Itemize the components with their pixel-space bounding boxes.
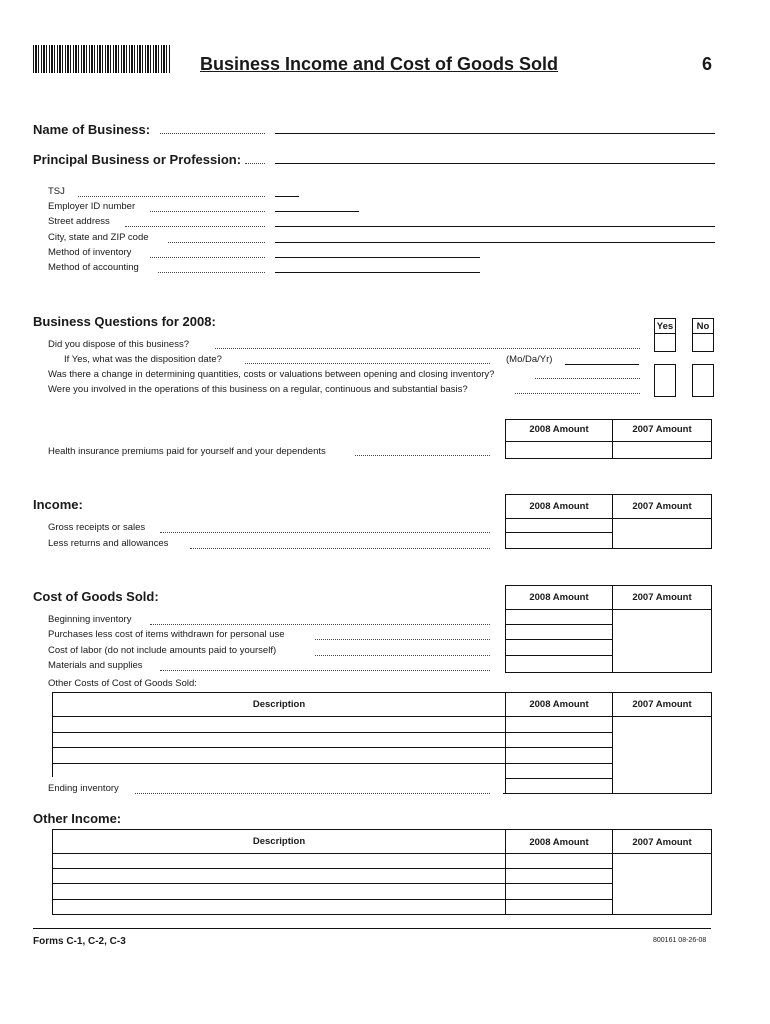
footer-forms: Forms C-1, C-2, C-3 — [33, 936, 126, 947]
returns-allowances-label: Less returns and allowances — [48, 538, 169, 549]
leader-dots — [245, 363, 490, 364]
question-material-participation: Were you involved in the operations of this business on a regular, continuous and substantial basis? — [48, 384, 468, 395]
question-dispose: Did you dispose of this business? — [48, 339, 189, 350]
income-heading: Income: — [33, 497, 83, 512]
leader-dots — [158, 272, 265, 273]
col-2007-amount: 2007 Amount — [632, 837, 692, 848]
employer-id-field[interactable] — [275, 211, 359, 212]
barcode — [33, 45, 170, 73]
leader-dots — [215, 348, 640, 349]
questions-heading: Business Questions for 2008: — [33, 314, 216, 329]
income-table — [505, 494, 712, 549]
leader-dots — [168, 242, 265, 243]
street-address-field[interactable] — [275, 226, 715, 227]
health-insurance-table — [505, 419, 712, 459]
col-2008-amount: 2008 Amount — [529, 592, 589, 603]
method-inventory-label: Method of inventory — [48, 247, 132, 258]
no-column-label: No — [692, 318, 714, 335]
disposition-date-field[interactable] — [565, 364, 639, 365]
col-2007-amount: 2007 Amount — [632, 501, 692, 512]
tsj-field[interactable] — [275, 196, 299, 197]
leader-dots — [515, 393, 640, 394]
leader-dots — [160, 532, 490, 533]
col-2008-amount: 2008 Amount — [529, 501, 589, 512]
leader-dots — [535, 378, 640, 379]
method-inventory-field[interactable] — [275, 257, 480, 258]
inventory-change-no-checkbox[interactable] — [692, 364, 714, 397]
health-2007-input[interactable] — [613, 442, 711, 457]
method-accounting-label: Method of accounting — [48, 262, 139, 273]
question-disposition-date: If Yes, what was the disposition date? — [64, 354, 222, 365]
page-number: 6 — [702, 54, 713, 74]
footer-code: 800161 08-26-08 — [653, 937, 707, 944]
materials-supplies-label: Materials and supplies — [48, 660, 143, 671]
leader-dots — [245, 163, 265, 164]
other-costs-label: Other Costs of Cost of Goods Sold: — [48, 678, 197, 689]
footer-rule — [33, 928, 711, 929]
col-2008-amount: 2008 Amount — [529, 837, 589, 848]
form-title: Business Income and Cost of Goods Sold — [200, 54, 559, 74]
beginning-inventory-label: Beginning inventory — [48, 614, 132, 625]
other-income-table — [52, 829, 712, 915]
leader-dots — [315, 655, 490, 656]
col-2008-amount: 2008 Amount — [529, 424, 589, 435]
business-name-label: Name of Business: — [33, 122, 151, 137]
leader-dots — [135, 793, 490, 794]
business-name-field[interactable] — [275, 133, 715, 134]
employer-id-label: Employer ID number — [48, 201, 136, 212]
date-format-hint: (Mo/Da/Yr) — [506, 354, 553, 365]
leader-dots — [150, 257, 265, 258]
other-income-heading: Other Income: — [33, 811, 122, 826]
principal-business-label: Principal Business or Profession: — [33, 152, 242, 167]
col-2007-amount: 2007 Amount — [632, 424, 692, 435]
leader-dots — [125, 226, 265, 227]
tsj-label: TSJ — [48, 186, 65, 197]
col-description: Description — [252, 699, 306, 710]
question-inventory-change: Was there a change in determining quantities, costs or valuations between opening and closing inventory? — [48, 369, 495, 380]
leader-dots — [190, 548, 490, 549]
cogs-table — [505, 585, 712, 673]
cogs-heading: Cost of Goods Sold: — [33, 589, 159, 604]
col-2007-amount: 2007 Amount — [632, 699, 692, 710]
inventory-change-yes-checkbox[interactable] — [654, 364, 676, 397]
city-state-zip-label: City, state and ZIP code — [48, 232, 149, 243]
leader-dots — [78, 196, 265, 197]
leader-dots — [160, 133, 265, 134]
cost-of-labor-label: Cost of labor (do not include amounts paid to yourself) — [48, 645, 277, 656]
method-accounting-field[interactable] — [275, 272, 480, 273]
dispose-no-checkbox[interactable] — [692, 333, 714, 352]
col-description: Description — [252, 836, 306, 847]
dispose-yes-checkbox[interactable] — [654, 333, 676, 352]
health-2008-input[interactable] — [506, 442, 612, 457]
city-state-zip-field[interactable] — [275, 242, 715, 243]
gross-receipts-label: Gross receipts or sales — [48, 522, 146, 533]
leader-dots — [355, 455, 490, 456]
purchases-label: Purchases less cost of items withdrawn for personal use — [48, 629, 285, 640]
principal-business-field[interactable] — [275, 163, 715, 164]
leader-dots — [150, 211, 265, 212]
col-2007-amount: 2007 Amount — [632, 592, 692, 603]
leader-dots — [160, 670, 490, 671]
col-2008-amount: 2008 Amount — [529, 699, 589, 710]
ending-inventory-label: Ending inventory — [48, 783, 119, 794]
street-address-label: Street address — [48, 216, 110, 227]
health-insurance-label: Health insurance premiums paid for yourself and your dependents — [48, 446, 326, 457]
leader-dots — [315, 639, 490, 640]
leader-dots — [150, 624, 490, 625]
yes-column-label: Yes — [654, 318, 676, 335]
